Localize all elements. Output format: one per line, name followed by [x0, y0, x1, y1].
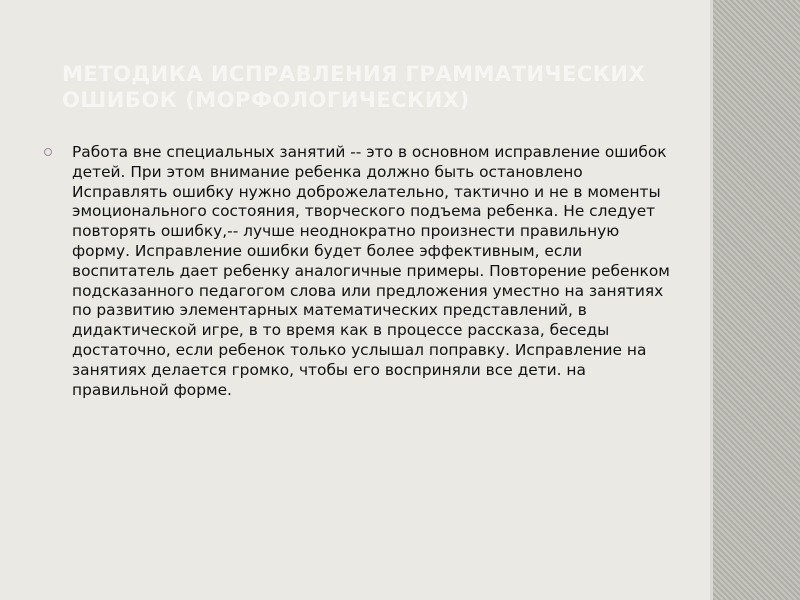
bullet-item	[44, 143, 674, 400]
side-band-edge	[710, 0, 713, 600]
bullet-text: Работа вне специальных занятий -- это в основном исправление ошибок детей. При этом внимание ребенка должно быть остановлено Исправлять ошибку нужно доброжелательно, тактично и не в моменты эмоционального состояния, творческого подъема ребенка. Не следует повторять ошибку,-- лучше неоднократно произнести правильную форму. Исправление ошибки будет более эффективным, если воспитатель дает ребенку аналогичные примеры. Повторение ребенком подсказанного педагогом слова или предложения уместно на занятиях по развитию элементарных математических представлений, в дидактической игре, в то время как в процессе рассказа, беседы достаточно, если ребенок только услышал поправку. Исправление на занятиях делается громко, чтобы его восприняли все дети. на правильной форме.	[72, 143, 670, 399]
slide-content	[44, 143, 674, 400]
slide-title: МЕТОДИКА ИСПРАВЛЕНИЯ ГРАММАТИЧЕСКИХ ОШИБОК (МОРФОЛОГИЧЕСКИХ)	[62, 62, 646, 112]
circle-bullet-icon	[44, 148, 52, 156]
decorative-side-band	[710, 0, 800, 600]
